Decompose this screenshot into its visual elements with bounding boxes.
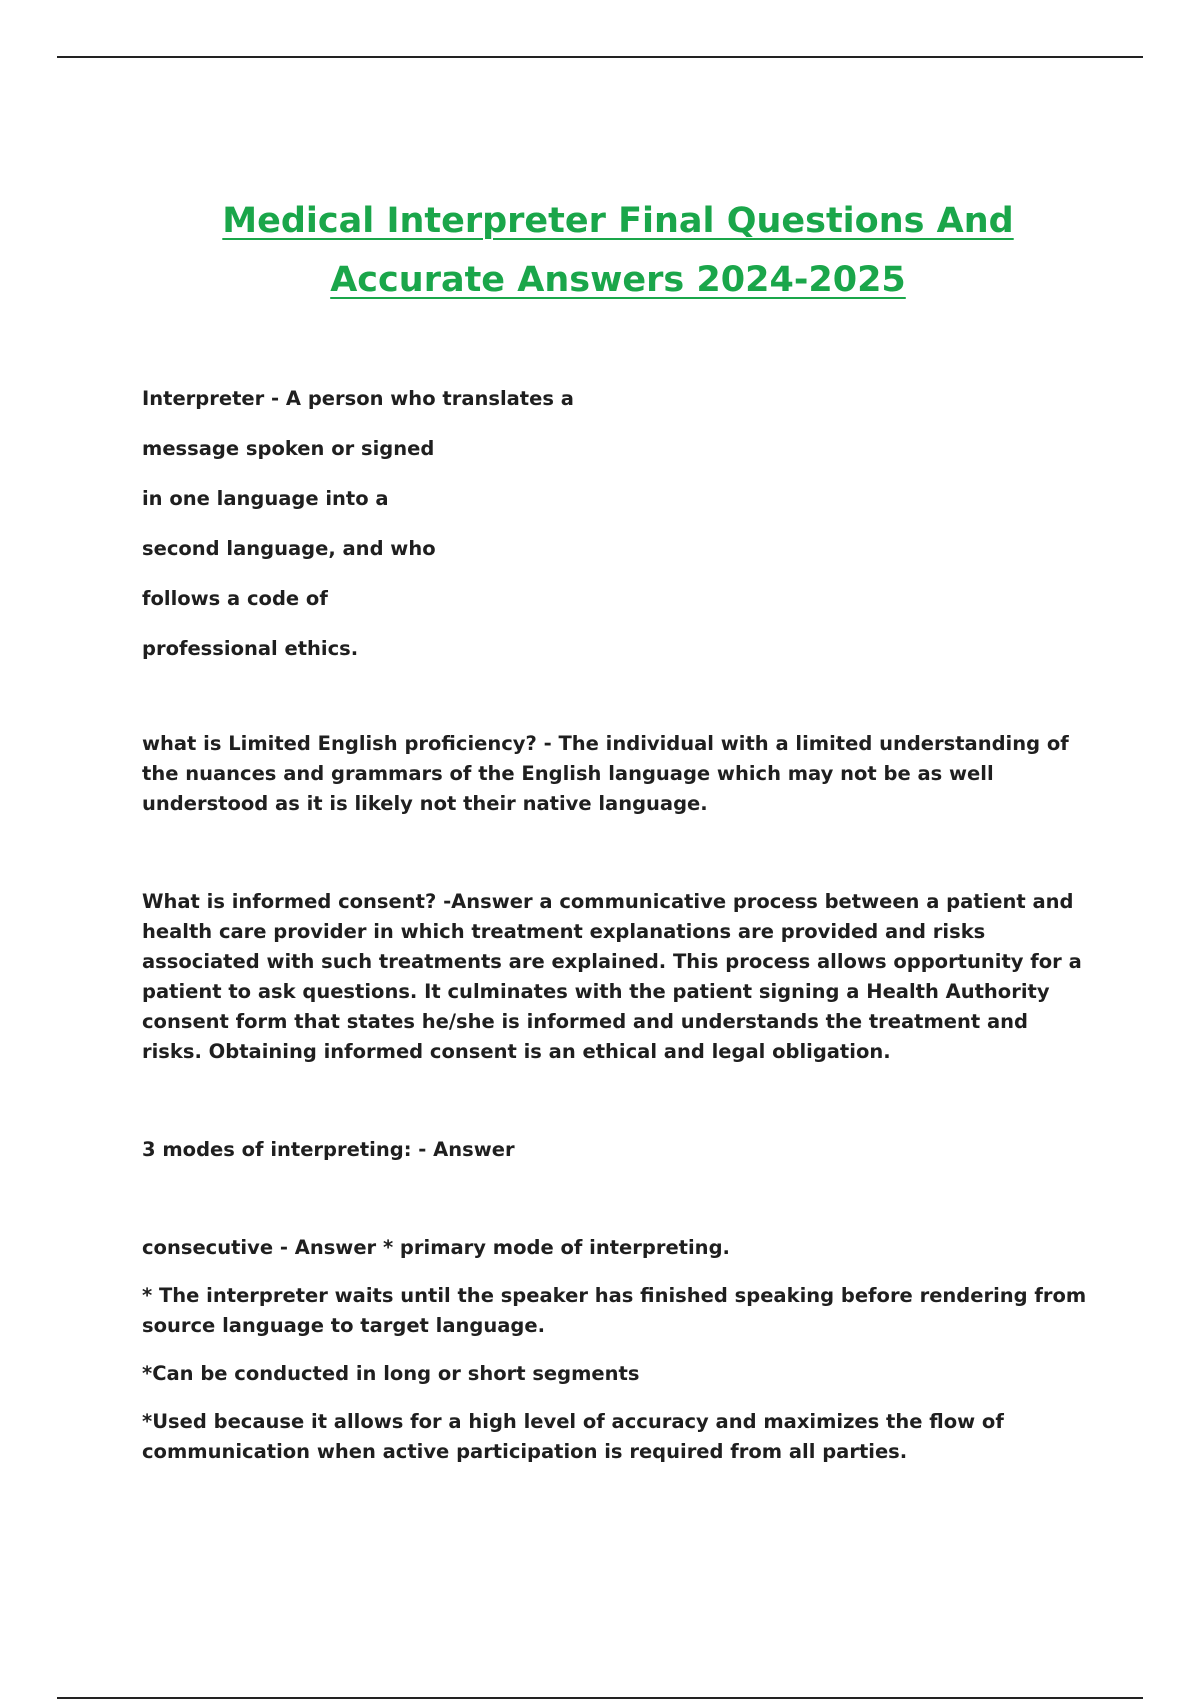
definition-line: second language, and who: [142, 537, 436, 560]
informed-consent-paragraph: What is informed consent? -Answer a communicative process between a patient and health care provider in which treatment explanations are provided and risks associated with such treatments are explained. This process allows opportunity for a patient to ask questions. It culminates with the patient signing a Health Authority consent form that states he/she is informed and understands the treatment and risks. Obtaining informed consent is an ethical and legal obligation.: [142, 890, 1082, 1063]
top-rule: [57, 56, 1143, 58]
modes-heading: 3 modes of interpreting: - Answer: [142, 1138, 515, 1161]
document-body: [142, 374, 1092, 1467]
definition-line: in one language into a: [142, 487, 389, 510]
definition-line: follows a code of: [142, 587, 328, 610]
definition-line: professional ethics.: [142, 637, 359, 660]
definition-line: Interpreter - A person who translates a: [142, 387, 574, 410]
title-line-2: Accurate Answers 2024-2025: [330, 260, 906, 300]
limited-english-paragraph: what is Limited English proficiency? - The individual with a limited understanding of the nuances and grammars of the English language which may not be as well understood as it is likely not their native language.: [142, 732, 1069, 815]
definition-line: message spoken or signed: [142, 437, 435, 460]
consecutive-intro: consecutive - Answer * primary mode of interpreting.: [142, 1236, 730, 1259]
document-title: [0, 192, 1200, 310]
title-line-1: Medical Interpreter Final Questions And: [222, 201, 1014, 241]
consecutive-point-3: *Used because it allows for a high level of accuracy and maximizes the flow of communication when active participation is required from all parties.: [142, 1410, 1004, 1463]
consecutive-point-1: * The interpreter waits until the speaker has finished speaking before rendering from source language to target language.: [142, 1284, 1087, 1337]
interpreter-definition: [142, 374, 1092, 674]
bottom-rule: [57, 1697, 1143, 1699]
consecutive-point-2: *Can be conducted in long or short segments: [142, 1362, 640, 1385]
